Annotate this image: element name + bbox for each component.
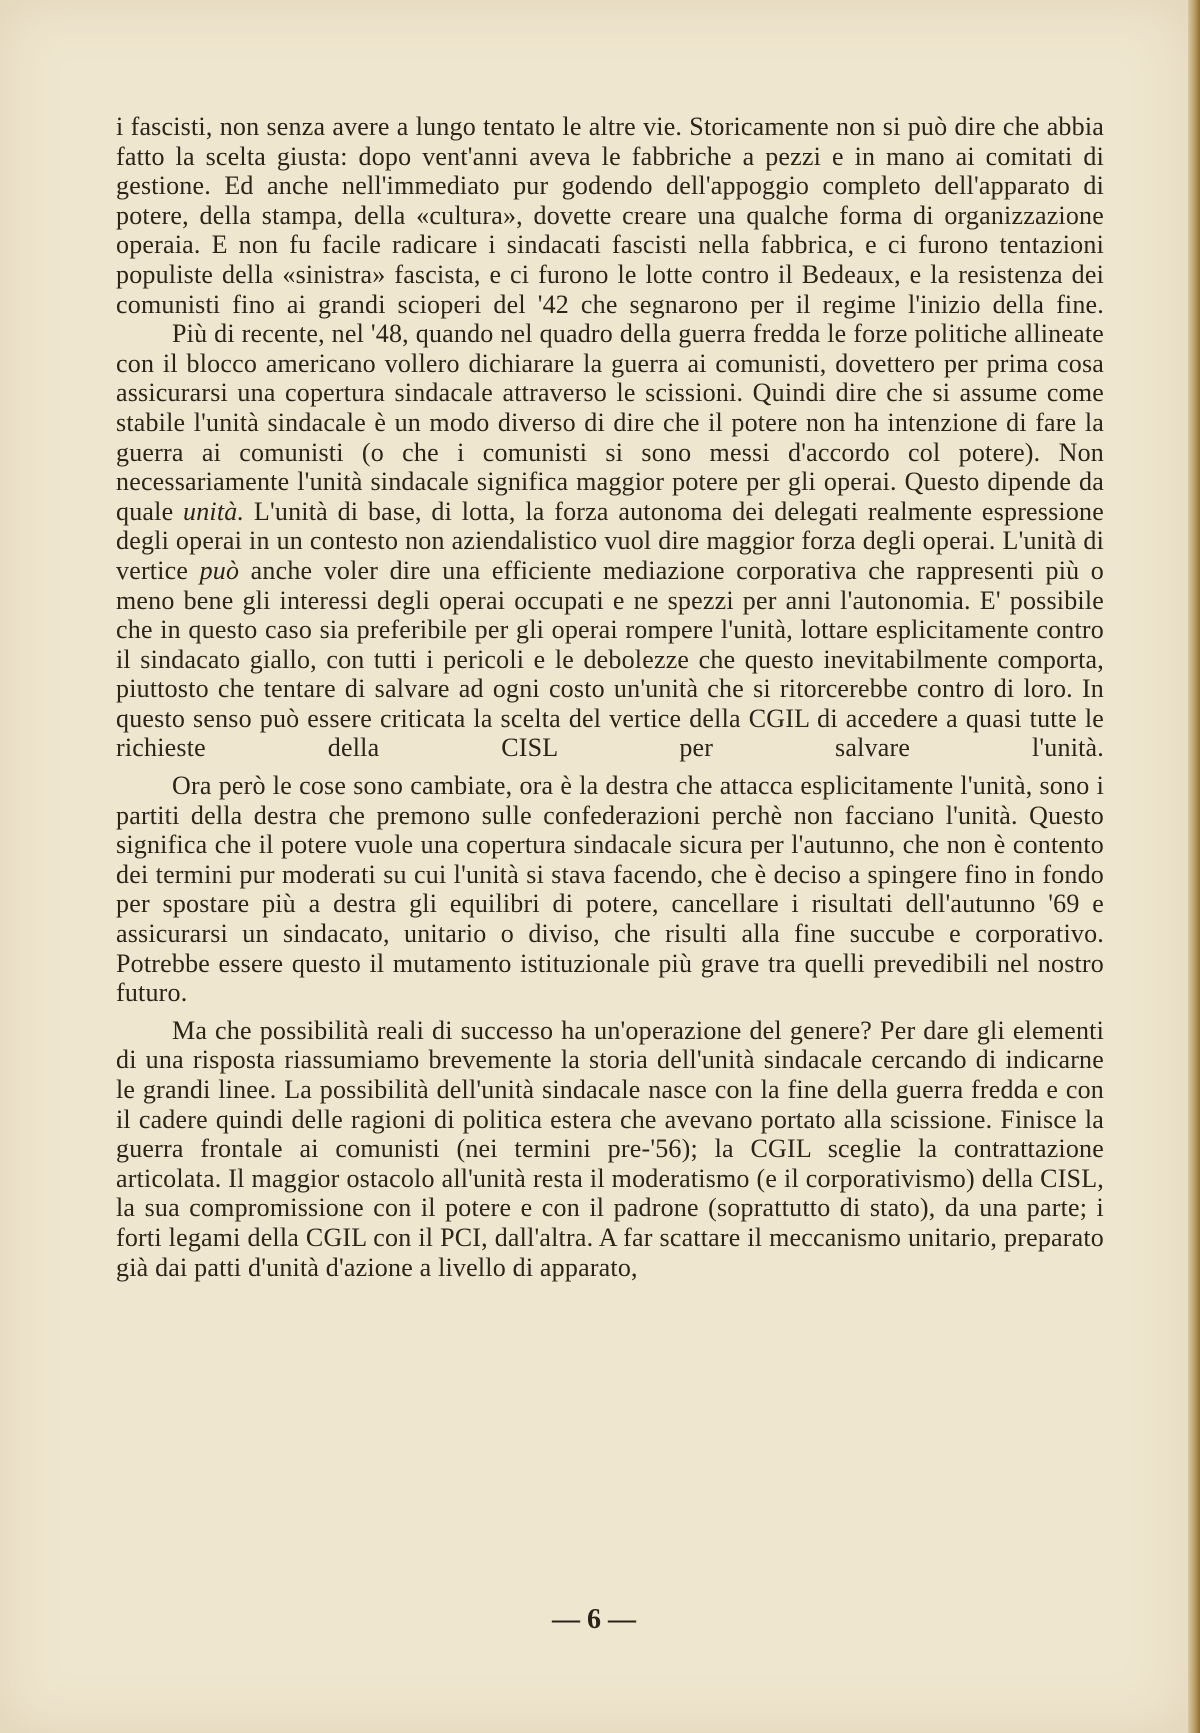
paragraph-2-text-a: Più di recente, nel '48, quando nel quadro della guerra fredda le forze politiche allineate con il blocco americano vollero dichiarare la guerra ai comunisti, dovettero per prima cosa assicurarsi una copertura sindacale attraverso le scissioni. Quindi dire che si assume come stabile l'unità sindacale è un modo diverso di dire che il potere non ha intenzione di fare la guerra ai comunisti (o che i comunisti si sono messi d'accordo col potere). Non necessariamente l'unità sindacale significa maggior potere per gli operai. Questo dipende da quale xyxy=(116,319,1104,526)
paragraph-2-italic-puo: può xyxy=(199,555,240,585)
body-text xyxy=(116,112,1104,1282)
paragraph-2-italic-unita: unità. xyxy=(183,496,245,526)
paragraph-3: Ora però le cose sono cambiate, ora è la destra che attacca esplicitamente l'unità, sono i partiti della destra che premono sulle confederazioni perchè non facciano l'unità. Questo significa che il potere vuole una copertura sindacale sicura per l'autunno, che non è contento dei termini pur moderati su cui l'unità si stava facendo, che è deciso a spingere fino in fondo per spostare più a destra gli equilibri di potere, cancellare i risultati dell'autunno '69 e assicurarsi un sindacato, unitario o diviso, che risulti alla fine succube e corporativo. Potrebbe essere questo il mutamento istituzionale più grave tra quelli prevedibili nel nostro futuro. xyxy=(116,771,1104,1008)
page-edge xyxy=(1188,0,1200,1733)
paragraph-1: i fascisti, non senza avere a lungo tentato le altre vie. Storicamente non si può dire che abbia fatto la scelta giusta: dopo vent'anni aveva le fabbriche a pezzi e in mano ai comitati di gestione. Ed anche nell'immediato pur godendo dell'appoggio completo dell'apparato di potere, della stampa, della «cultura», dovette creare una qualche forma di organizzazione operaia. E non fu facile radicare i sindacati fascisti nella fabbrica, e ci furono tentazioni populiste della «sinistra» fascista, e ci furono le lotte contro il Bedeaux, e la resistenza dei comunisti fino ai grandi scioperi del '42 che segnarono per il regime l'inizio della fine. xyxy=(116,112,1104,319)
paragraph-2 xyxy=(116,319,1104,763)
page-number: — 6 — xyxy=(552,1604,636,1635)
paragraph-4: Ma che possibilità reali di successo ha un'operazione del genere? Per dare gli elementi di una risposta riassumiamo brevemente la storia dell'unità sindacale cercando di indicarne le grandi linee. La possibilità dell'unità sindacale nasce con la fine della guerra fredda e con il cadere quindi delle ragioni di politica estera che avevano portato alla scissione. Finisce la guerra frontale ai comunisti (nei termini pre-'56); la CGIL sceglie la contrattazione articolata. Il maggior ostacolo all'unità resta il moderatismo (e il corporativismo) della CISL, la sua compromissione con il potere e con il padrone (soprattutto di stato), da una parte; i forti legami della CGIL con il PCI, dall'altra. A far scattare il meccanismo unitario, preparato già dai patti d'unità d'azione a livello di apparato, xyxy=(116,1015,1104,1282)
paragraph-2-text-b: L'unità di base, di lotta, la forza autonoma dei delegati realmente espressione degli operai in un contesto non aziendalistico vuol dire maggior forza degli operai. L'unità di vertice xyxy=(116,496,1104,585)
paragraph-2-text-c: anche voler dire una efficiente mediazione corporativa che rappresenti più o meno bene gli interessi degli operai occupati e ne spezzi per anni l'autonomia. E' possibile che in questo caso sia preferibile per gli operai rompere l'unità, lottare esplicitamente contro il sindacato giallo, con tutti i pericoli e le debolezze che questo inevitabilmente comporta, piuttosto che tentare di salvare ad ogni costo un'unità che si ritorcerebbe contro di loro. In questo senso può essere criticata la scelta del vertice della CGIL di accedere a quasi tutte le richieste della CISL per salvare l'unità. xyxy=(116,555,1104,763)
